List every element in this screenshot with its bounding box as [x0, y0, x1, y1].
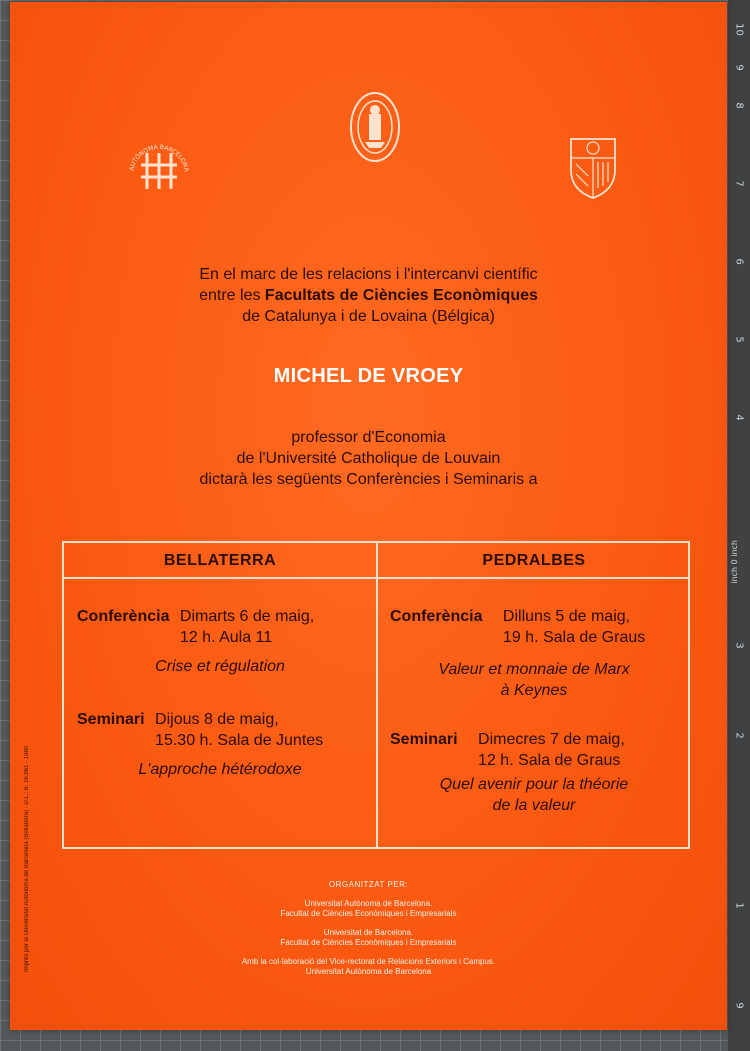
pedralbes-heading: PEDRALBES — [482, 552, 586, 569]
intro-line-bold: Facultats de Ciències Econòmiques — [264, 287, 538, 304]
event-place: 15.30 h. Sala de Juntes — [155, 732, 324, 749]
role-line: de l'Université Catholique de Louvain — [236, 450, 501, 467]
organizer-line: Facultat de Ciències Econòmiques i Empresarials — [280, 909, 457, 918]
header-divider — [64, 577, 688, 579]
poster — [10, 2, 727, 1030]
uab-logo-icon — [123, 135, 195, 201]
side-ruler — [728, 0, 750, 1051]
organizers-block — [10, 880, 727, 986]
ruler-number: 3 — [733, 642, 745, 649]
schedule-table — [62, 541, 690, 849]
event-date: Dijous 8 de maig, — [155, 711, 279, 728]
bellaterra-seminar — [77, 709, 323, 751]
organizer-line: Universitat Autònoma de Barcelona — [305, 967, 432, 976]
ruler-number: 7 — [733, 180, 745, 187]
event-place: 12 h. Aula 11 — [179, 629, 273, 646]
ruler-number: 10 — [733, 23, 745, 36]
role-line: dictarà les següents Conferències i Seminaris a — [199, 471, 538, 488]
pedralbes-seminar-topic — [378, 774, 690, 816]
louvain-seal-icon — [347, 90, 403, 164]
intro-line: de Catalunya i de Lovaina (Bélgica) — [242, 308, 495, 325]
organizer-line: Universitat Autònoma de Barcelona. — [304, 899, 433, 908]
coat-of-arms-icon — [568, 136, 618, 200]
event-kind: Conferència — [77, 608, 170, 625]
bellaterra-conference — [77, 606, 314, 648]
printer-note: Imprès per la Universitat Autònoma de Barcelona (Bellaterra) · D.L.: B. 16.961 - 1980 — [24, 745, 30, 972]
speaker-name: MICHEL DE VROEY — [273, 365, 464, 387]
topic-line: L'approche hétérodoxe — [138, 761, 302, 778]
ruler-number: 8 — [733, 102, 745, 109]
organizer-group — [10, 957, 727, 977]
event-kind: Seminari — [77, 711, 145, 728]
organizer-group — [10, 928, 727, 948]
organizer-group — [10, 899, 727, 919]
ruler-number: 6 — [733, 258, 745, 265]
organizer-line: Universitat de Barcelona. — [323, 928, 414, 937]
pedralbes-conference — [390, 606, 645, 648]
ruler-number: 9 — [733, 1002, 745, 1009]
event-kind: Conferència — [390, 608, 483, 625]
organizers-title: ORGANITZAT PER: — [328, 880, 409, 889]
event-kind: Seminari — [390, 731, 458, 748]
event-when — [478, 729, 625, 771]
topic-line: Crise et régulation — [155, 658, 285, 675]
event-place: 19 h. Sala de Graus — [502, 629, 646, 646]
event-when — [503, 606, 645, 648]
topic-line: Valeur et monnaie de Marx — [438, 661, 630, 678]
ruler-unit-label: inch 0 inch — [730, 540, 739, 584]
bellaterra-conference-topic — [64, 656, 376, 677]
organizer-line: Facultat de Ciències Econòmiques i Empresarials — [280, 938, 457, 947]
topic-line: Quel avenir pour la théorie — [439, 776, 629, 793]
speaker-role — [10, 427, 727, 490]
ruler-number: 4 — [733, 414, 745, 421]
event-date: Dilluns 5 de maig, — [502, 608, 631, 625]
role-line: professor d'Economia — [291, 429, 446, 446]
ruler-number: 2 — [733, 732, 745, 739]
topic-line: de la valeur — [492, 797, 576, 814]
pedralbes-conference-topic — [378, 659, 690, 701]
event-date: Dimecres 7 de maig, — [478, 731, 625, 748]
topic-line: à Keynes — [500, 682, 568, 699]
organizer-line: Amb la col·laboració del Vice-rectorat de Relacions Exteriors i Campus. — [241, 957, 496, 966]
intro-text — [10, 264, 727, 327]
intro-line-prefix: entre les — [199, 287, 265, 304]
intro-line: En el marc de les relacions i l'intercanvi científic — [199, 266, 538, 283]
event-when — [155, 709, 323, 751]
event-place: 12 h. Sala de Graus — [478, 752, 621, 769]
svg-text:AUTÒNOMA BARCELONA: AUTÒNOMA BARCELONA — [128, 143, 190, 173]
event-when — [180, 606, 314, 648]
intro-line — [10, 285, 727, 306]
bellaterra-seminar-topic — [64, 759, 376, 780]
bellaterra-heading: BELLATERRA — [163, 552, 277, 569]
ruler-number: 5 — [733, 336, 745, 343]
ruler-number: 1 — [733, 902, 745, 909]
pedralbes-seminar — [390, 729, 625, 771]
event-date: Dimarts 6 de maig, — [179, 608, 315, 625]
ruler-number: 9 — [733, 64, 745, 71]
